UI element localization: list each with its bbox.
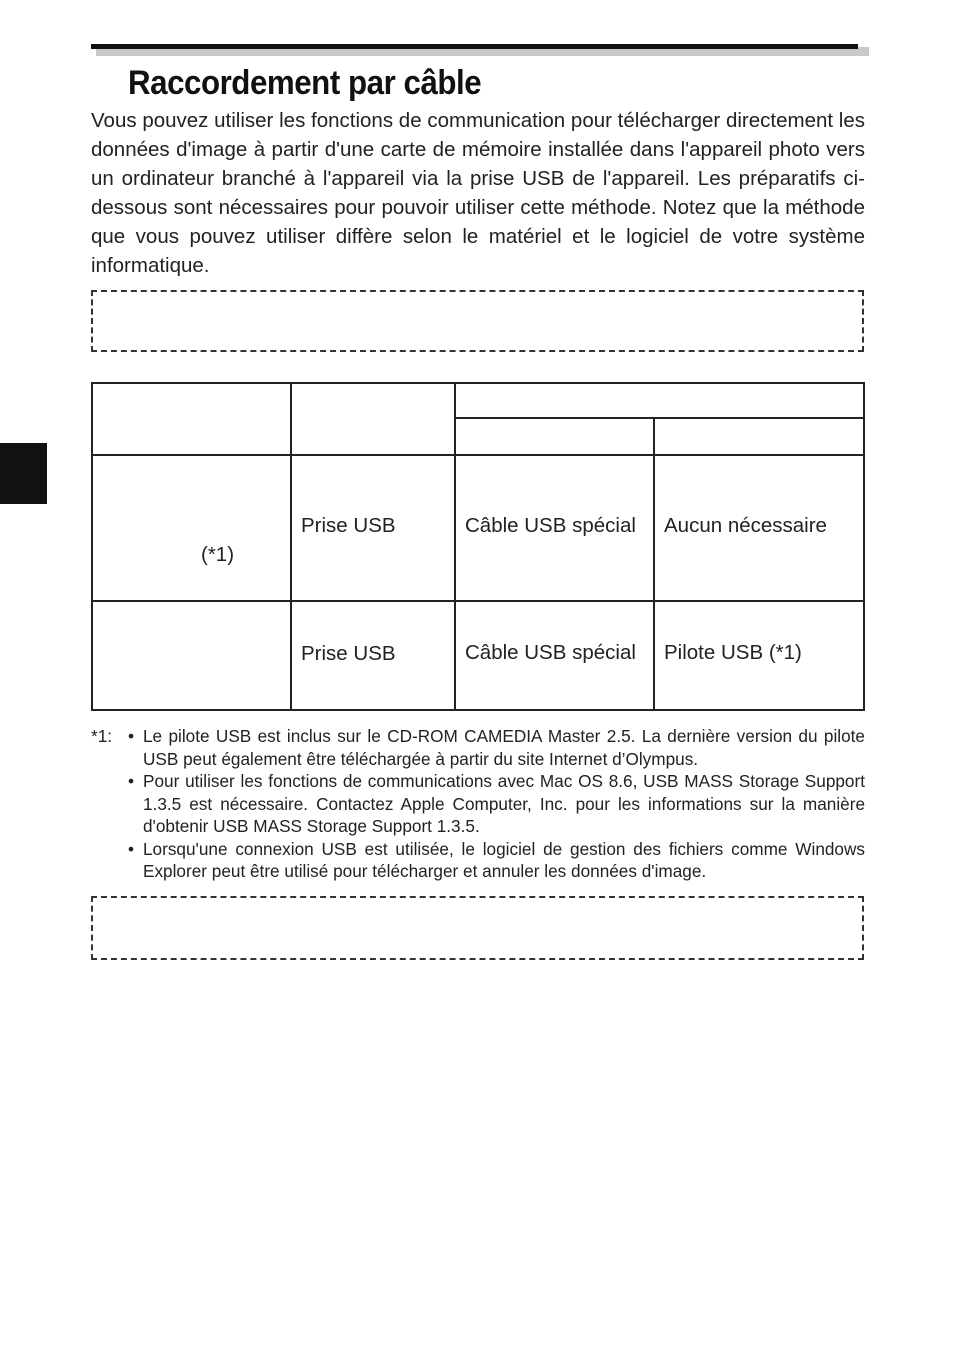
table-col-line-3 [653, 418, 655, 711]
footnote-item [91, 770, 865, 838]
footnote-item [91, 838, 865, 883]
table-border-bottom [91, 709, 865, 711]
row-1-note: (*1) [201, 543, 235, 566]
row-1-cable: Câble USB spécial [465, 514, 636, 537]
notice-box-bottom [91, 896, 864, 960]
table-header-subline [454, 417, 865, 419]
notice-box-top [91, 290, 864, 352]
row-1-software: Aucun nécessaire [664, 514, 827, 537]
footnote-text: Le pilote USB est inclus sur le CD-ROM CAMEDIA Master 2.5. La dernière version du pilote USB peut également être téléchargée à partir du site Internet d’Olympus. [143, 726, 865, 769]
footnotes [91, 725, 865, 883]
footnote-marker: *1: [91, 726, 113, 746]
row-1-port: Prise USB [301, 514, 396, 537]
row-2-port: Prise USB [301, 642, 396, 665]
footnote-text: Pour utiliser les fonctions de communications avec Mac OS 8.6, USB MASS Storage Support 1.3.5 est nécessaire. Contactez Apple Computer, Inc. pour les informations sur la manière d'obtenir USB MASS Storage Support 1.3.5. [143, 771, 865, 836]
table-border-left [91, 382, 93, 711]
table-row-line [91, 600, 865, 602]
footnote-item [91, 725, 865, 770]
row-2-software: Pilote USB (*1) [664, 641, 802, 664]
table-border-top [91, 382, 865, 384]
page-title: Raccordement par câble [128, 64, 482, 102]
bullet-icon: • [128, 838, 135, 859]
title-rule [91, 44, 858, 49]
bullet-icon: • [128, 771, 135, 791]
intro-paragraph: Vous pouvez utiliser les fonctions de communication pour télécharger directement les données d'image à partir d'une carte de mémoire installée dans l'appareil photo vers un ordinateur branché à l'appareil via la prise USB de l'appareil. Les préparatifs ci-dessous sont nécessaires pour pouvoir utiliser cette méthode. Notez que la méthode que vous pouvez utiliser diffère selon le matériel et le logiciel de votre système informatique. [91, 109, 865, 277]
footnote-text: Lorsqu'une connexion USB est utilisée, le logiciel de gestion des fichiers comme Windows Explorer peut être utilisé pour télécharger et annuler les données d'image. [143, 838, 865, 881]
table-header-line [91, 454, 865, 456]
table-border-right [863, 382, 865, 711]
row-2-cable: Câble USB spécial [465, 641, 636, 664]
bullet-icon: • [128, 726, 135, 746]
section-tab-marker [0, 443, 47, 504]
table-col-line-1 [290, 382, 292, 711]
connection-table [91, 382, 865, 711]
table-col-line-2 [454, 382, 456, 711]
